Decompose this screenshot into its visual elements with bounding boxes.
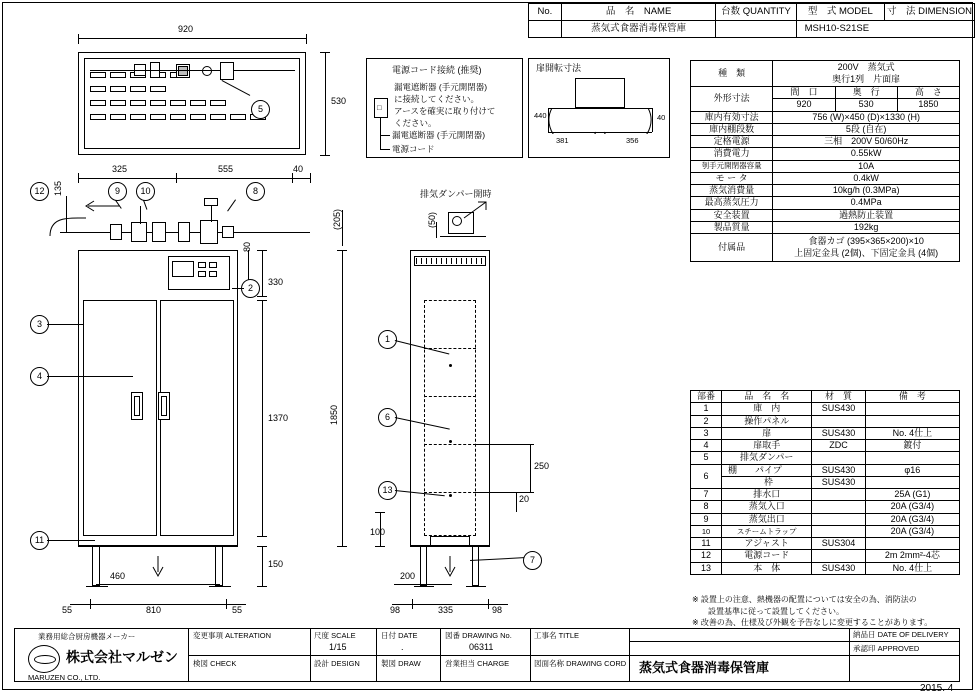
damper-open-label: 排気ダンパー開時 bbox=[420, 189, 492, 199]
dim-80: 80 bbox=[242, 241, 252, 252]
header-col-no: No. bbox=[529, 4, 562, 21]
spec-label-steam: 蒸気消費量 bbox=[691, 185, 773, 197]
field-label-check: 検図 CHECK bbox=[193, 659, 237, 668]
table-row: 5 排気ダンパー bbox=[691, 452, 960, 464]
drain-pan bbox=[430, 536, 470, 546]
table-row: 8 蒸気入口 20A (G3/4) bbox=[691, 501, 960, 513]
door-dim-381: 381 bbox=[556, 136, 569, 145]
spec-table bbox=[690, 60, 960, 262]
field-label-drawing-no: 図番 DRAWING No. bbox=[445, 631, 512, 640]
installation-notes bbox=[692, 594, 960, 629]
maruzen-logo-icon bbox=[28, 645, 60, 673]
door-dim-40: 40 bbox=[657, 113, 666, 122]
dim-100: 100 bbox=[370, 527, 386, 537]
header-table bbox=[528, 3, 975, 38]
pipe-fitting-b bbox=[131, 222, 147, 242]
shelf-line-4 bbox=[424, 492, 476, 493]
field-label-drawing-cord: 図面名称 DRAWING CORD bbox=[534, 659, 627, 668]
dim-20: 20 bbox=[519, 494, 530, 504]
spec-value-accessories: 食器カゴ (395×365×200)×10 上固定金具 (2個)、下固定金具 (4個) bbox=[773, 234, 960, 262]
table-row: 13 本 体 SUS430 No. 4仕上 bbox=[691, 562, 960, 574]
dim-top-width: 920 bbox=[178, 24, 194, 34]
field-label-draw: 製図 DRAW bbox=[381, 659, 421, 668]
company-roman: MARUZEN CO., LTD. bbox=[28, 673, 101, 682]
dim-460: 460 bbox=[110, 571, 126, 581]
side-leg-left bbox=[420, 546, 427, 586]
table-row: 11 アジャスト SUS304 bbox=[691, 538, 960, 550]
table-row: 6 棚 パイプ SUS430 φ16 bbox=[691, 464, 960, 476]
balloon-7: 7 bbox=[523, 551, 542, 570]
spec-value-steam: 10kg/h (0.3MPa) bbox=[773, 185, 960, 197]
front-door-left bbox=[83, 300, 157, 536]
spec-label-weight: 製品質量 bbox=[691, 221, 773, 233]
header-row-qty bbox=[716, 21, 796, 38]
spec-label-shelf: 庫内棚段数 bbox=[691, 123, 773, 135]
floor-arrow-side bbox=[441, 556, 459, 578]
header-row-name: 蒸気式食器消毒保管庫 bbox=[561, 21, 715, 38]
dim-200: 200 bbox=[400, 571, 416, 581]
field-label-charge: 営業担当 CHARGE bbox=[445, 659, 510, 668]
spec-label-accessories: 付属品 bbox=[691, 234, 773, 262]
balloon-12: 12 bbox=[30, 182, 49, 201]
header-col-dim: 寸 法 DIMENSION bbox=[884, 4, 974, 21]
spec-value-consumption: 0.55kW bbox=[773, 148, 960, 160]
dim-top-depth: 530 bbox=[331, 96, 347, 106]
spec-value-power: 三相 200V 50/60Hz bbox=[773, 136, 960, 148]
balloon-5: 5 bbox=[251, 100, 270, 119]
pipe-valve bbox=[200, 220, 218, 244]
spec-value-type: 200V 蒸気式 奥行1列 片面扉 bbox=[773, 61, 960, 87]
table-row: 9 蒸気出口 20A (G3/4) bbox=[691, 513, 960, 525]
power-cord-note-title: 電源コード接続 (推奨) bbox=[392, 65, 482, 75]
leg-right bbox=[215, 546, 223, 586]
spec-value-shelf: 5段 (自在) bbox=[773, 123, 960, 135]
spec-val-width: 920 bbox=[773, 99, 835, 111]
dim-330: 330 bbox=[268, 277, 284, 287]
balloon-11: 11 bbox=[30, 531, 49, 550]
table-row: 10 スチームトラップ 20A (G3/4) bbox=[691, 525, 960, 537]
balloon-9: 9 bbox=[108, 182, 127, 201]
dim-front-40: 40 bbox=[293, 164, 304, 174]
drawing-sheet: No. 品 名 NAME 台数 QUANTITY 型 式 MODEL 寸 法 DIMENSION 蒸気式食器消毒保管庫 MSH10-S21SE 種 類 200V 蒸気式 奥行1列 片面扉 外形寸法 間 口 奥 行 高 さ 920 530 1850 庫内有効寸法 756 (W)×450 (D)×1330 (H) 庫内棚段数 5段 (自在) 定格電源 三相 200V 50/60Hz 消費電力 0.55kW 刳手元開閉器容量 10A モ ー タ 0.4kW 蒸気消費量 10kg/h (0.3MPa) 最高蒸気圧力 0.4MPa 安全装置 過熱防止装置 製品質量 192kg 付属品 食器カゴ (395×365×200)×10 上固定金具 (2個)、下固定金具 (4個) 部番 品 名 名 材 質 備 考 1 庫 内 SUS430 2 操作パネル 3 扉 SUS430 No. 4仕上 4 扉取手 ZDC 鍍付 5 排気ダンパー 6 棚 パイプ SUS430 φ16 枠 SUS430 7 排水口 25A (G1) 8 蒸気入口 20A (G3/4) 9 蒸気出口 20A (G3/4) 10 スチームトラップ 20A (G3/4) 11 アジャスト SUS304 12 電源コード 2m 2mm²-4芯 13 本 体 SUS430 No. 4仕上 ※ 設置上の注意、熱機器の配置については安全の為、消防法の 設置基準に従って設置してください。 ※ 改善の為、仕様及び外観を予告なしに変更することがあります。 920 530 5 電源コード接続 (推奨) 漏電遮断器 (手元開閉器) に接続してください。 アースを確実に取り付けて ください。 □ 漏電遮断器 (手元開閉器) 電源コード 扉開転寸法 440 381 356 40 325 555 40 135 80 330 1370 150 460 810 55 55 12 9 10 8 2 3 4 11 排気ダンパー開時 1850 (205) (50) 250 20 100 200 335 98 98 1 6 13 7 業務用総合厨房機器メーカー 株式会社マルゼン MARUZEN CO., LTD. 変更事項 ALTERATION 尺度 SCALE 1/15 日付 DATE . 図番 DRAWING No. 06311 工事名 TITLE 納品日 DATE OF DELIVERY 検図 CHECK 設計 DESIGN 製図 DRAW 営業担当 CHARGE 図面名称 DRAWING CORD 蒸気式食器消毒保管庫 承認印 APPROVED 2015. 4 bbox=[0, 0, 975, 692]
spec-value-breaker: 10A bbox=[773, 160, 960, 172]
title-fields bbox=[189, 628, 960, 682]
dim-98-left: 98 bbox=[390, 605, 401, 615]
balloon-10: 10 bbox=[136, 182, 155, 201]
header-row-no bbox=[529, 21, 562, 38]
spec-label-maxpress: 最高蒸気圧力 bbox=[691, 197, 773, 209]
balloon-2: 2 bbox=[241, 279, 260, 298]
field-label-delivery: 納品日 DATE OF DELIVERY bbox=[853, 630, 949, 639]
power-cord-callout-bottom: 電源コード bbox=[392, 144, 435, 154]
field-label-alteration: 変更事項 ALTERATION bbox=[193, 631, 272, 640]
spec-value-weight: 192kg bbox=[773, 221, 960, 233]
dim-98-right: 98 bbox=[492, 605, 503, 615]
dim-front-325: 325 bbox=[112, 164, 128, 174]
parts-col-name: 品 名 名 bbox=[721, 391, 811, 403]
field-label-approved: 承認印 APPROVED bbox=[853, 644, 920, 653]
control-panel-display bbox=[172, 261, 194, 277]
dim-1370: 1370 bbox=[268, 413, 289, 423]
arrow-left-front bbox=[84, 196, 124, 216]
dim-50: (50) bbox=[427, 211, 437, 228]
table-row: 7 排水口 25A (G1) bbox=[691, 489, 960, 501]
field-value-drawing-no: 06311 bbox=[469, 642, 494, 652]
table-row: 2 操作パネル bbox=[691, 415, 960, 427]
floor-arrow-front bbox=[149, 556, 167, 578]
parts-col-no: 部番 bbox=[691, 391, 722, 403]
header-col-qty: 台数 QUANTITY bbox=[716, 4, 796, 21]
balloon-6: 6 bbox=[378, 408, 397, 427]
note-line-1: ※ 設置上の注意、熱機器の配置については安全の為、消防法の bbox=[692, 595, 917, 604]
dim-205: (205) bbox=[332, 208, 342, 230]
spec-value-inner: 756 (W)×450 (D)×1330 (H) bbox=[773, 111, 960, 123]
header-col-model: 型 式 MODEL bbox=[796, 4, 884, 21]
spec-label-power: 定格電源 bbox=[691, 136, 773, 148]
spec-label-safety: 安全装置 bbox=[691, 209, 773, 221]
note-line-2: 設置基準に従って設置してください。 bbox=[692, 606, 844, 616]
parts-col-note: 備 考 bbox=[865, 391, 959, 403]
dim-55-left: 55 bbox=[62, 605, 73, 615]
door-swing-title: 扉開転寸法 bbox=[536, 63, 582, 73]
dim-335: 335 bbox=[438, 605, 454, 615]
spec-label-motor: モ ー タ bbox=[691, 172, 773, 184]
pipe-fitting-d bbox=[178, 222, 190, 242]
company-name: 株式会社マルゼン bbox=[66, 649, 178, 665]
shelf-line-3 bbox=[424, 444, 476, 445]
power-cord-line bbox=[48, 206, 88, 246]
power-cord-note-line-1: 漏電遮断器 (手元開閉器) bbox=[394, 82, 488, 92]
parts-col-mat: 材 質 bbox=[812, 391, 865, 403]
maker-cell bbox=[14, 628, 189, 682]
door-dim-440: 440 bbox=[534, 111, 547, 120]
dim-front-555: 555 bbox=[218, 164, 234, 174]
spec-label-breaker: 刳手元開閉器容量 bbox=[691, 160, 773, 172]
spec-value-safety: 過熱防止装置 bbox=[773, 209, 960, 221]
dim-135: 135 bbox=[53, 180, 63, 196]
table-row: 3 扉 SUS430 No. 4仕上 bbox=[691, 427, 960, 439]
header-col-name: 品 名 NAME bbox=[561, 4, 715, 21]
leg-left bbox=[92, 546, 100, 586]
field-value-date: . bbox=[401, 642, 404, 652]
side-inner-cavity bbox=[424, 300, 476, 536]
dim-55-right: 55 bbox=[232, 605, 243, 615]
dim-150: 150 bbox=[268, 559, 284, 569]
power-cord-note-line-2: に接続してください。 bbox=[394, 94, 480, 104]
spec-sub-depth: 奥 行 bbox=[835, 87, 897, 99]
spec-label-dim: 外形寸法 bbox=[691, 87, 773, 112]
control-panel-buttons bbox=[198, 262, 226, 284]
dim-810: 810 bbox=[146, 605, 162, 615]
spec-label-inner: 庫内有効寸法 bbox=[691, 111, 773, 123]
header-row-model: MSH10-S21SE bbox=[796, 21, 974, 38]
field-value-drawing-cord: 蒸気式食器消毒保管庫 bbox=[639, 660, 770, 675]
door-swing-cabinet bbox=[575, 78, 625, 108]
door-swing-arc bbox=[548, 108, 656, 134]
balloon-13: 13 bbox=[378, 481, 397, 500]
balloon-3: 3 bbox=[30, 315, 49, 334]
table-row: 1 庫 内 SUS430 bbox=[691, 403, 960, 415]
table-row: 12 電源コード 2m 2mm²-4芯 bbox=[691, 550, 960, 562]
table-row: 枠 SUS430 bbox=[691, 476, 960, 488]
balloon-8: 8 bbox=[246, 182, 265, 201]
pipe-fitting-e bbox=[222, 226, 234, 238]
spec-value-motor: 0.4kW bbox=[773, 172, 960, 184]
dim-1850: 1850 bbox=[329, 404, 339, 425]
dim-250: 250 bbox=[534, 461, 550, 471]
balloon-1: 1 bbox=[378, 330, 397, 349]
pipe-fitting-a bbox=[110, 224, 122, 240]
field-label-scale: 尺度 SCALE bbox=[314, 631, 356, 640]
table-row: 4 扉取手 ZDC 鍍付 bbox=[691, 440, 960, 452]
spec-label-type: 種 類 bbox=[691, 61, 773, 87]
sheet-date: 2015. 4 bbox=[920, 683, 954, 694]
power-cord-note-line-3: アースを確実に取り付けて bbox=[394, 106, 496, 116]
field-label-design: 設計 DESIGN bbox=[314, 659, 360, 668]
damper-arrow bbox=[462, 200, 492, 220]
spec-label-consumption: 消費電力 bbox=[691, 148, 773, 160]
spec-val-height: 1850 bbox=[897, 99, 959, 111]
shelf-line-2 bbox=[424, 396, 476, 397]
spec-sub-width: 間 口 bbox=[773, 87, 835, 99]
pipe-fitting-c bbox=[152, 222, 166, 242]
front-door-right bbox=[160, 300, 234, 536]
note-line-3: ※ 改善の為、仕様及び外観を予告なしに変更することがあります。 bbox=[692, 618, 933, 628]
spec-val-depth: 530 bbox=[835, 99, 897, 111]
power-cord-callout-top: 漏電遮断器 (手元開閉器) bbox=[392, 130, 486, 140]
spec-value-maxpress: 0.4MPa bbox=[773, 197, 960, 209]
spec-sub-height: 高 さ bbox=[897, 87, 959, 99]
field-label-date: 日付 DATE bbox=[381, 631, 418, 640]
power-cord-note-line-4: ください。 bbox=[394, 118, 437, 128]
parts-table bbox=[690, 390, 960, 575]
door-dim-356: 356 bbox=[626, 136, 639, 145]
side-leg-right bbox=[472, 546, 479, 586]
field-label-title: 工事名 TITLE bbox=[534, 631, 580, 640]
balloon-4: 4 bbox=[30, 367, 49, 386]
maker-line: 業務用総合厨房機器メーカー bbox=[38, 632, 136, 641]
field-value-scale: 1/15 bbox=[329, 642, 347, 652]
